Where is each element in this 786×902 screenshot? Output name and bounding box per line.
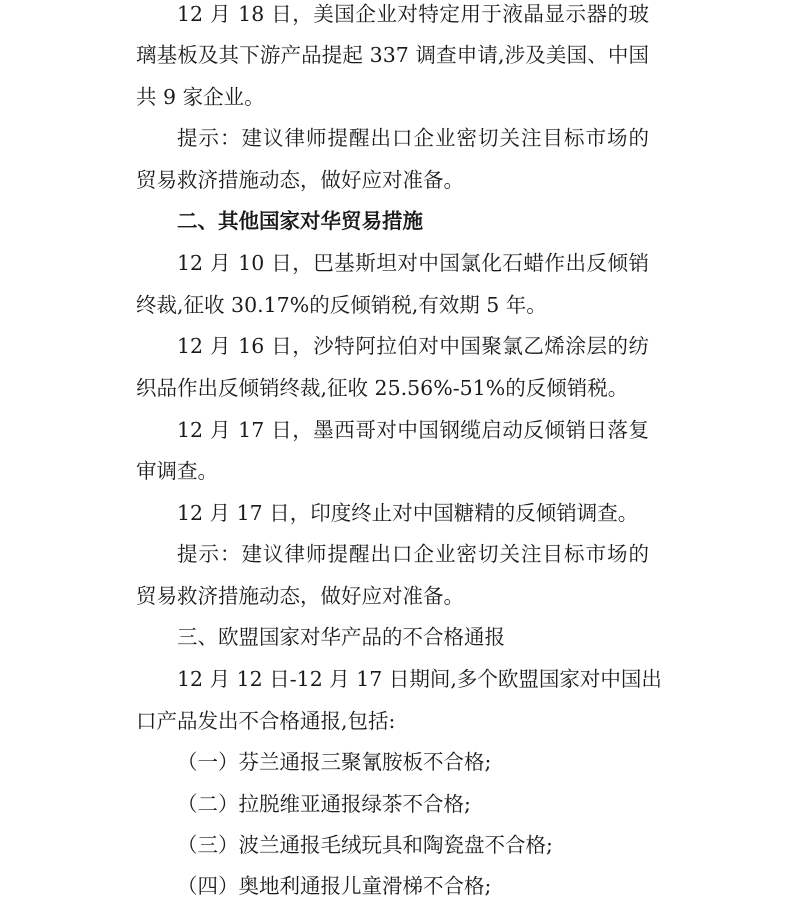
paragraph-mexico-line-1: 12 月 17 日，墨西哥对中国钢缆启动反倾销日落复 [177,418,649,442]
list-item-austria: （四）奥地利通报儿童滑梯不合格; [177,874,492,898]
paragraph-pakistan-line-1: 12 月 10 日，巴基斯坦对中国氯化石蜡作出反倾销 [177,251,649,275]
list-item-latvia: （二）拉脱维亚通报绿茶不合格; [177,792,471,816]
section-heading-3: 三、欧盟国家对华产品的不合格通报 [177,625,505,649]
paragraph-pakistan-line-2: 终裁,征收 30.17%的反倾销税,有效期 5 年。 [136,293,547,317]
paragraph-india: 12 月 17 日，印度终止对中国糖精的反倾销调查。 [177,501,639,525]
paragraph-saudi-line-1: 12 月 16 日，沙特阿拉伯对中国聚氯乙烯涂层的纺 [177,334,649,358]
paragraph-1-line-2: 璃基板及其下游产品提起 337 调查申请,涉及美国、中国 [136,43,649,67]
paragraph-1-line-3: 共 9 家企业。 [136,85,265,109]
paragraph-mexico-line-2: 审调查。 [136,459,218,483]
tip-2-line-1: 提示：建议律师提醒出口企业密切关注目标市场的 [177,542,649,566]
section-heading-2: 二、其他国家对华贸易措施 [177,209,423,233]
list-item-poland: （三）波兰通报毛绒玩具和陶瓷盘不合格; [177,833,553,857]
paragraph-eu-line-2: 口产品发出不合格通报,包括: [136,709,396,733]
tip-1-line-2: 贸易救济措施动态，做好应对准备。 [136,168,464,192]
paragraph-eu-line-1: 12 月 12 日-12 月 17 日期间,多个欧盟国家对中国出 [177,667,662,691]
tip-1-line-1: 提示：建议律师提醒出口企业密切关注目标市场的 [177,126,649,150]
paragraph-saudi-line-2: 织品作出反倾销终裁,征收 25.56%-51%的反倾销税。 [136,376,629,400]
tip-2-line-2: 贸易救济措施动态，做好应对准备。 [136,584,464,608]
list-item-finland: （一）芬兰通报三聚氰胺板不合格; [177,750,492,774]
paragraph-1-line-1: 12 月 18 日，美国企业对特定用于液晶显示器的玻 [177,2,649,26]
